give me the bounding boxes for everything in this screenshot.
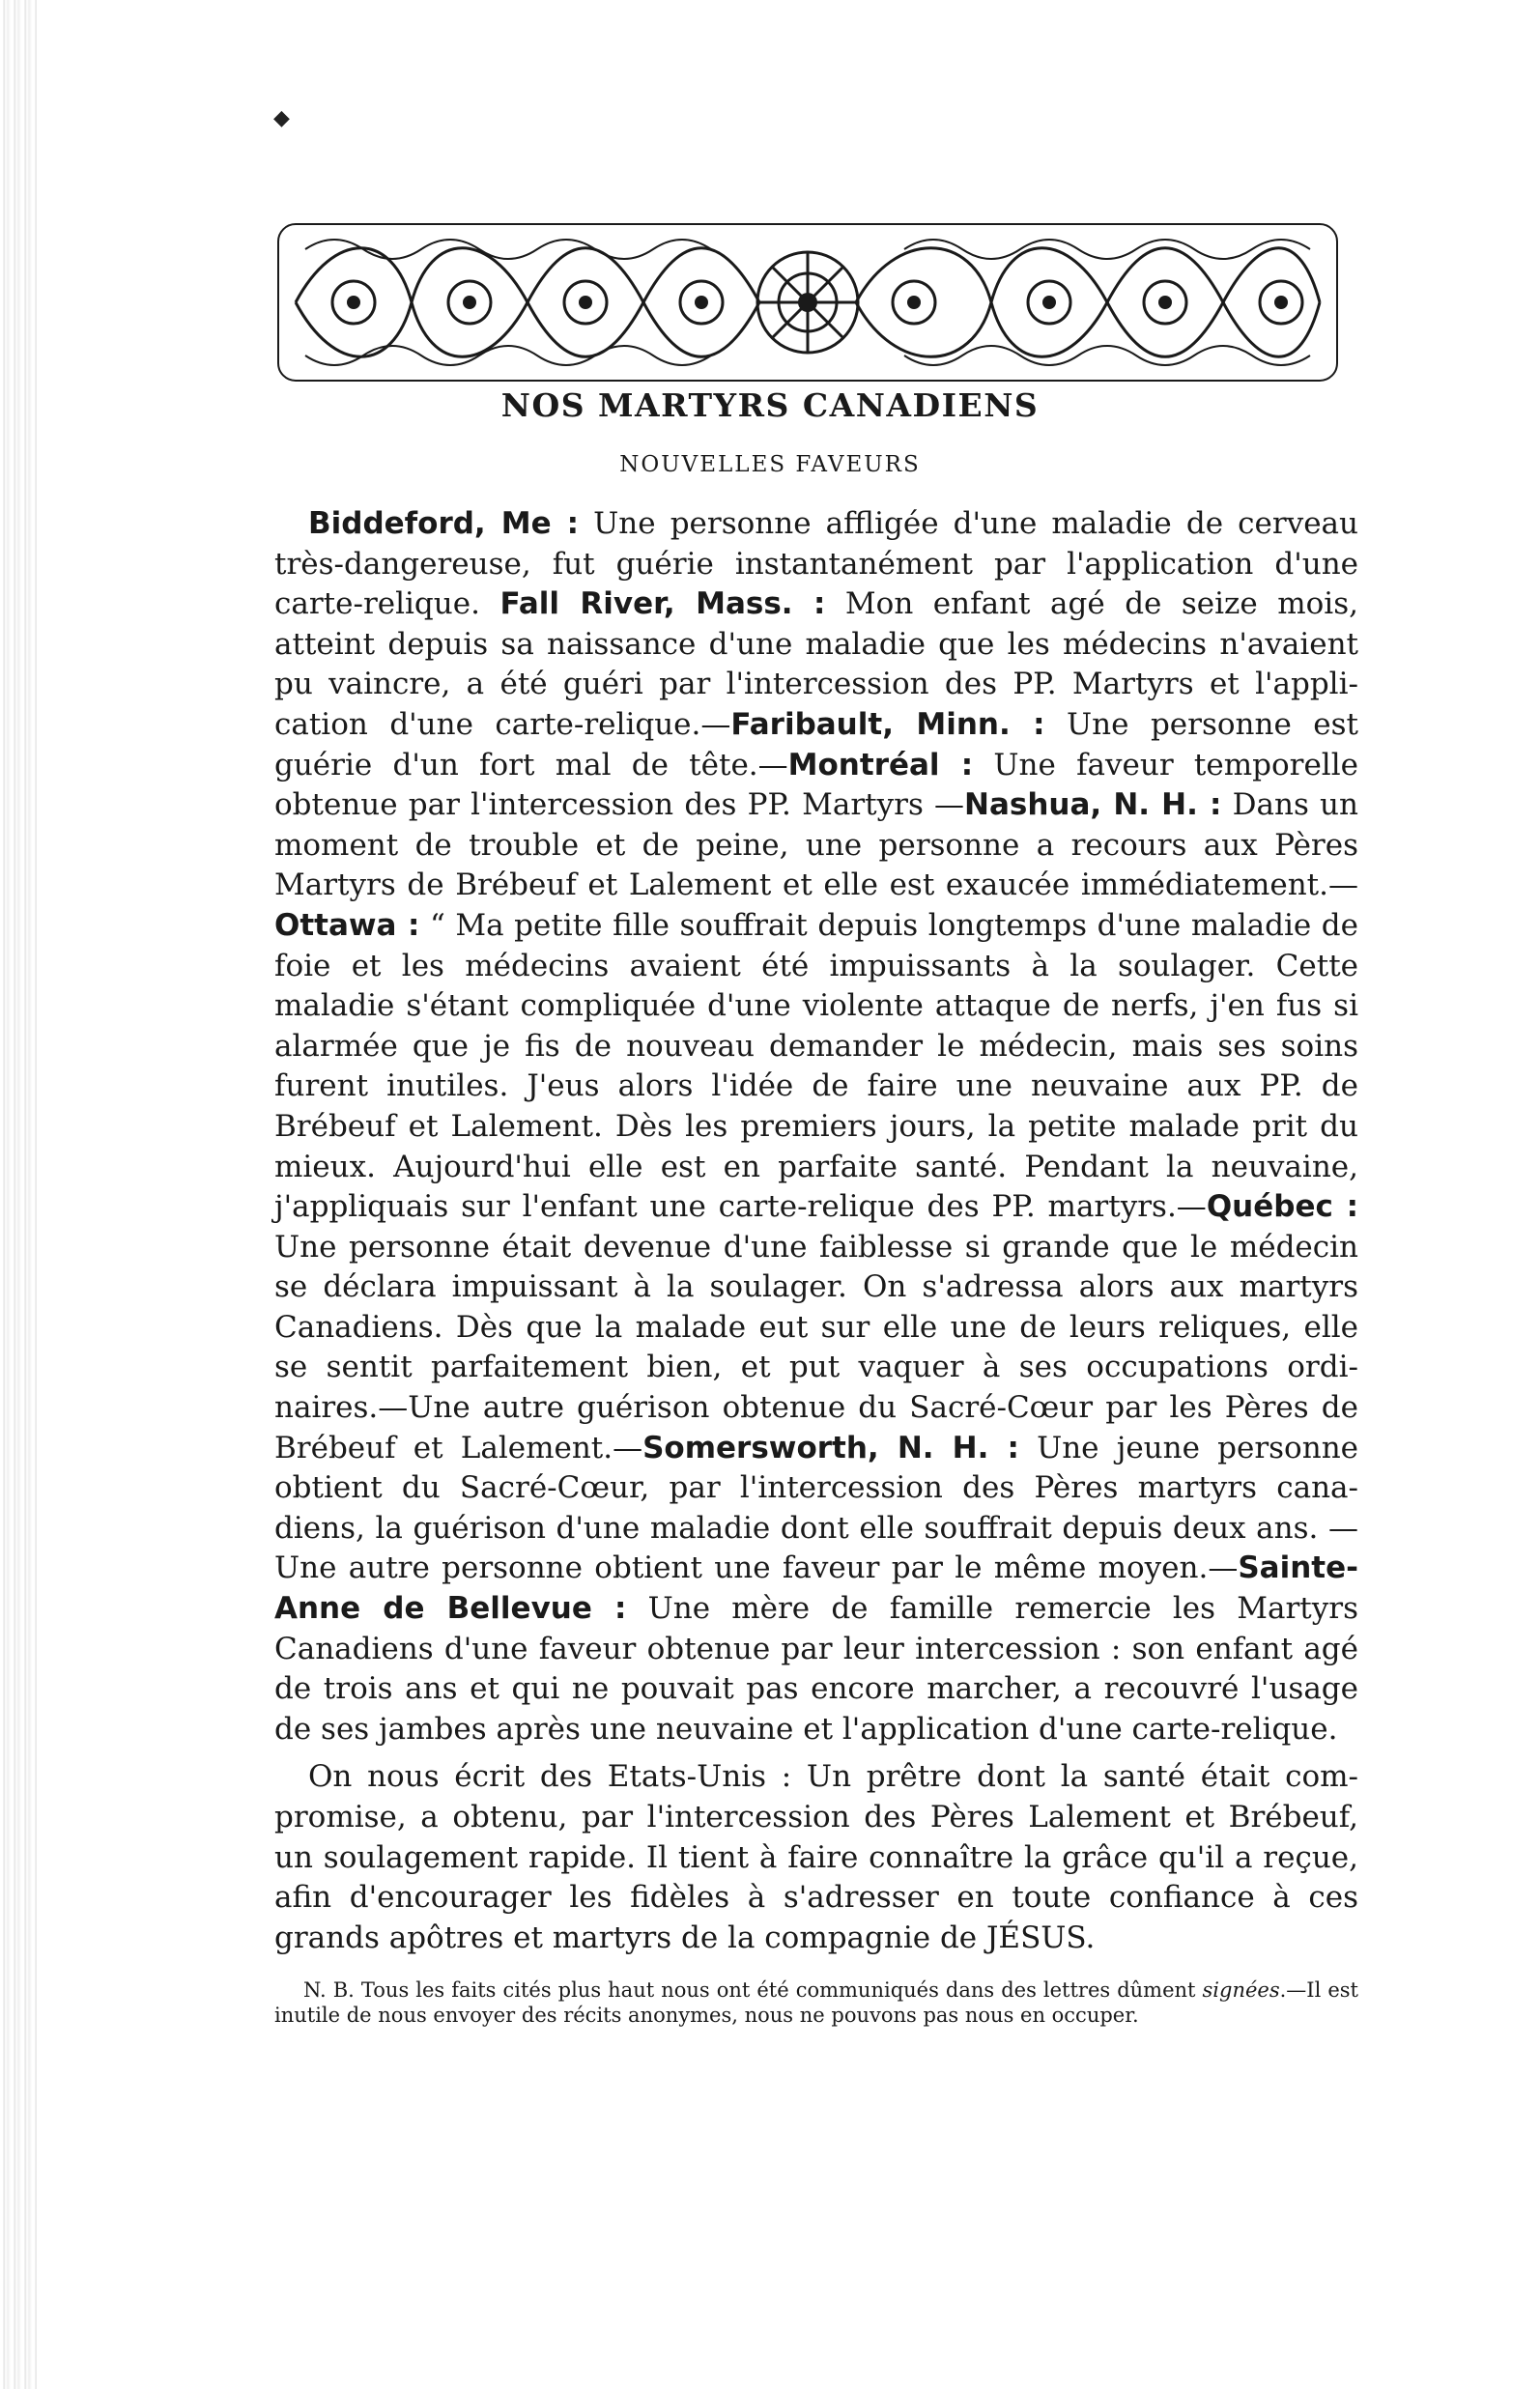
place-name: Biddeford, Me : — [308, 506, 580, 541]
footnote-tail: .—Il est inutile de nous envoyer des récits anonymes, nous ne pouvons pas nous en occuper. — [274, 1978, 1358, 2028]
footnote-emphasis: signées — [1202, 1978, 1280, 2003]
favor-text: Mon enfant agé de seize mois, atteint depuis sa naissance d'une maladie que les médecins n'avaient pu vaincre, a été guéri par l'intercession des PP. Martyrs et l'application d'une carte-relique.— — [274, 586, 1358, 742]
place-name: Fall River, Mass. : — [499, 586, 826, 622]
place-name: Faribault, Minn. : — [730, 706, 1045, 742]
favor-text: Une personne est guérie d'un fort mal de tête.— — [274, 706, 1358, 782]
place-name: Somersworth, N. H. : — [642, 1430, 1019, 1465]
place-name: Sainte-Anne de Bellevue : — [274, 1550, 1358, 1627]
article-body — [274, 504, 1358, 2028]
letter-paragraph: On nous écrit des Etats-Unis : Un prêtre dont la santé était compromise, a obtenu, par l'intercession des Pères Lalement et Brébeuf, un soulagement rapide. Il tient à faire connaître la grâce qu'il a reçue, afin d'encourager les fidèles à s'adresser en toute confiance à ces grands apôtres et martyrs de la compagnie de JÉSUS. — [274, 1759, 1358, 1955]
favor-text: Dans un moment de trouble et de peine, une personne a recours aux Pères Martyrs de Brébeuf et Lalement et elle est exaucée immédiatement.— — [274, 787, 1358, 903]
page-binding-edge — [0, 0, 37, 2389]
favor-text: Une jeune personne obtient du Sacré-Cœur, par l'intercession des Pères martyrs canadiens, la guérison d'une maladie dont elle souffrait depuis deux ans. —Une autre personne obtient une faveur par le même moyen.— — [274, 1430, 1358, 1586]
page-subtitle: NOUVELLES FAVEURS — [619, 452, 921, 477]
place-name: Québec : — [1206, 1189, 1359, 1225]
footnote-lead: N. B. Tous les faits cités plus haut nous ont été communiqués dans des lettres dûment — [303, 1978, 1203, 2003]
page-title: NOS MARTYRS CANADIENS — [500, 386, 1040, 424]
place-name: Nashua, N. H. : — [964, 787, 1222, 823]
footnote — [274, 1977, 1358, 2028]
scroll-ornament-icon — [276, 220, 1339, 384]
stray-mark: ◆ — [273, 106, 290, 130]
place-name: Ottawa : — [274, 907, 420, 943]
favor-text: Une mère de famille remercie les Martyrs Canadiens d'une faveur obtenue par leur intercession : son enfant agé de trois ans et qui ne pouvait pas encore marcher, a recouvré l'usage de ses jambes après une neuvaine et l'application d'une carte-relique. — [274, 1591, 1358, 1747]
favor-text: Une faveur temporelle obtenue par l'intercession des PP. Martyrs — — [274, 747, 1358, 823]
favors-paragraph — [274, 504, 1358, 1749]
favor-text: “ Ma petite fille souffrait depuis longtemps d'une maladie de foie et les médecins avaient été impuissants à la soulager. Cette maladie s'étant compliquée d'une violente attaque de nerfs, j'en fus si alarmée que je fis de nouveau demander le médecin, mais ses soins furent inutiles. J'eus alors l'idée de faire une neuvaine aux PP. de Brébeuf et Lalement. Dès les premiers jours, la petite malade prit du mieux. Aujourd'hui elle est en parfaite santé. Pendant la neuvaine, j'appliquais sur l'enfant une carte-relique des PP. martyrs.— — [274, 907, 1358, 1225]
place-name: Montréal : — [787, 747, 974, 782]
favor-text: Une personne était devenue d'une faiblesse si grande que le médecin se déclara impuissant à la soulager. On s'adressa alors aux martyrs Canadiens. Dès que la malade eut sur elle une de leurs reliques, elle se sentit parfaitement bien, et put vaquer à ses occupations ordinaires.—Une autre guérison obtenue du Sacré-Cœur par les Pères de Brébeuf et Lalement.— — [274, 1229, 1358, 1465]
favor-text: Une personne affligée d'une maladie de cerveau très-dangereuse, fut guérie instantanément par l'application d'une carte-relique. — [274, 506, 1358, 622]
